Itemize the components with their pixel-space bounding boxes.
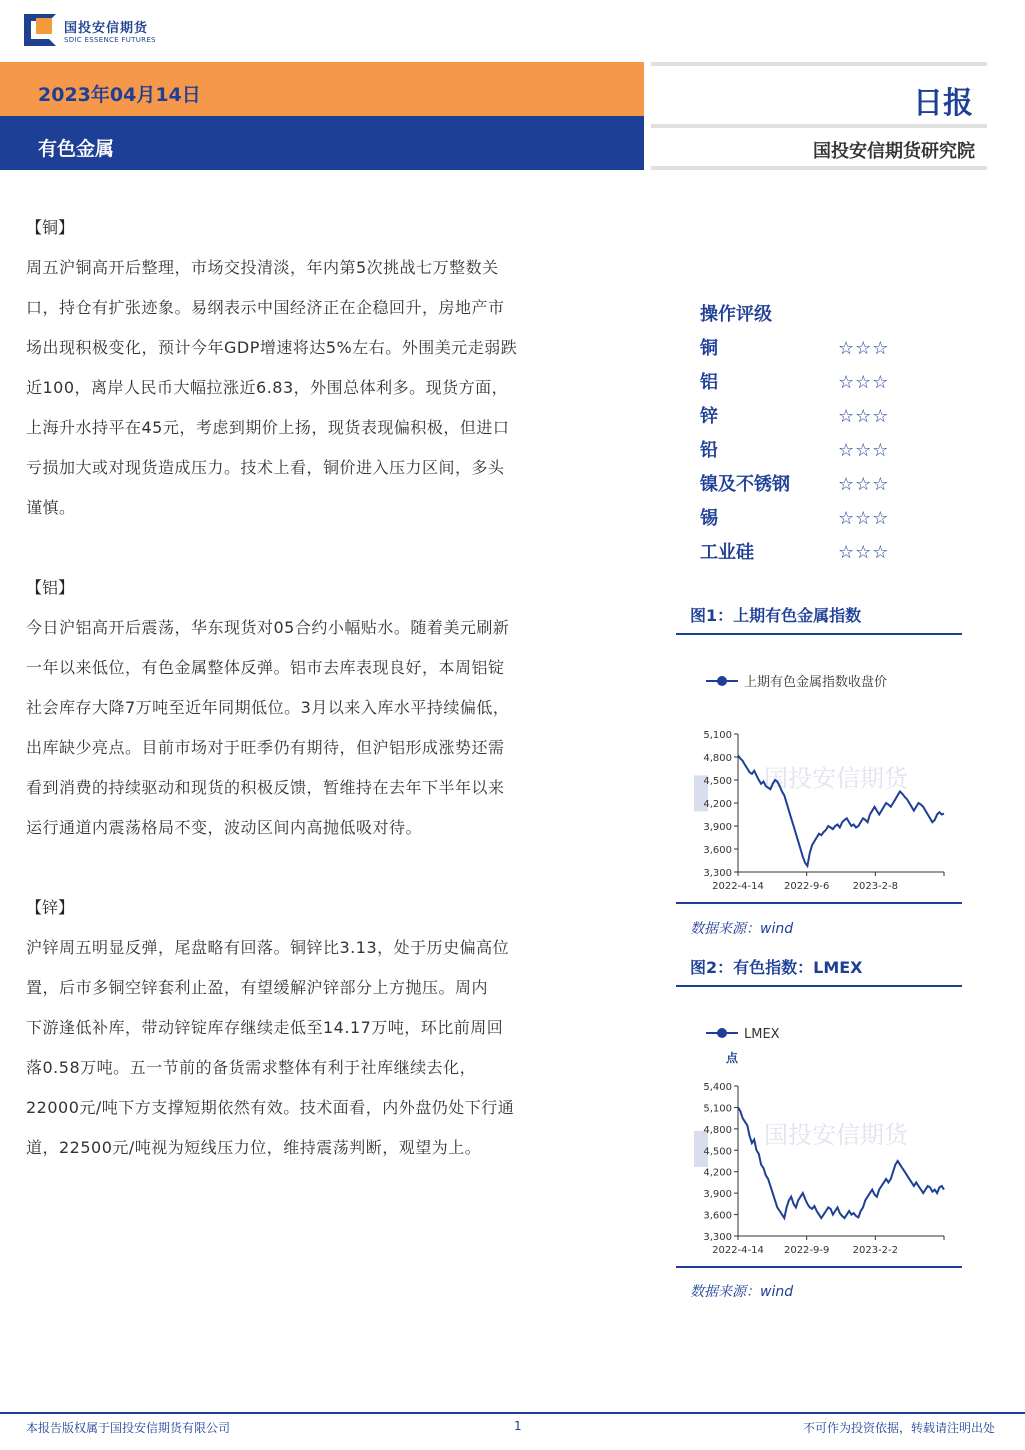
y-tick-label: 5,400 (703, 1082, 732, 1093)
section-line: 今日沪铝高开后震荡，华东现货对05合约小幅贴水。随着美元刷新 (26, 618, 510, 637)
section-zinc (26, 888, 606, 1168)
section-line: 亏损加大或对现货造成压力。技术上看，铜价进入压力区间，多头 (26, 458, 505, 477)
header-divider (651, 62, 987, 66)
y-tick-label: 3,600 (703, 1210, 732, 1222)
chart-1-svg (676, 660, 962, 902)
company-logo (24, 14, 156, 46)
rating-row (700, 366, 960, 400)
star-rating-icon: ☆☆☆ (838, 440, 890, 461)
star-rating-icon: ☆☆☆ (838, 542, 890, 563)
section-line: 谨慎。 (26, 498, 76, 517)
y-tick-label: 4,500 (703, 776, 732, 787)
legend-marker (717, 676, 727, 686)
section-line: 落0.58万吨。五一节前的备货需求整体有利于社库继续去化， (26, 1058, 477, 1077)
section-line: 社会库存大降7万吨至近年同期低位。3月以来入库水平持续偏低， (26, 698, 510, 717)
rating-metal: 铅 (700, 440, 718, 461)
section-copper (26, 208, 606, 528)
rating-metal: 工业硅 (700, 542, 754, 563)
y-tick-label: 3,900 (703, 822, 732, 833)
x-tick-label: 2023-2-2 (852, 1245, 899, 1256)
section-title: 【铜】 (26, 218, 75, 237)
rating-metal: 镍及不锈钢 (700, 474, 790, 495)
figure-rule (676, 902, 962, 904)
y-axis-label: 点 (726, 1051, 739, 1065)
y-tick-label: 5,100 (703, 730, 732, 741)
figure-2-chart (676, 1012, 962, 1266)
y-tick-label: 5,100 (703, 1103, 732, 1115)
y-tick-label: 4,800 (703, 1124, 732, 1136)
logo-mark-icon (24, 14, 56, 46)
rating-metal: 锌 (700, 406, 718, 427)
x-tick-label: 2023-2-8 (852, 881, 899, 892)
section-line: 周五沪铜高开后整理，市场交投清淡，年内第5次挑战七万整数关 (26, 258, 499, 277)
star-rating-icon: ☆☆☆ (838, 508, 890, 529)
y-tick-label: 4,500 (703, 1146, 732, 1158)
rating-metal: 铝 (700, 372, 718, 393)
watermark-text: 国投安信期货 (764, 1121, 908, 1149)
section-line: 出库缺少亮点。目前市场对于旺季仍有期待，但沪铝形成涨势还需 (26, 738, 505, 757)
star-rating-icon: ☆☆☆ (838, 474, 890, 495)
rating-metal: 锡 (700, 508, 718, 529)
legend-label: 上期有色金属指数收盘价 (744, 675, 888, 690)
star-rating-icon: ☆☆☆ (838, 406, 890, 427)
section-line: 口，持仓有扩张迹象。易纲表示中国经济正在企稳回升，房地产市 (26, 298, 505, 317)
y-tick-label: 3,900 (703, 1189, 732, 1201)
rating-row (700, 468, 960, 502)
x-tick-label: 2022-9-9 (783, 1245, 830, 1256)
ratings-title: 操作评级 (700, 304, 772, 325)
header-divider (651, 166, 987, 170)
header-divider (651, 124, 987, 128)
y-tick-label: 4,800 (703, 753, 732, 764)
section-line: 置，后市多铜空锌套利止盈，有望缓解沪锌部分上方抛压。周内 (26, 978, 489, 997)
report-body (26, 208, 606, 1168)
section-line: 近100，离岸人民币大幅拉涨近6.83，外围总体利多。现货方面， (26, 378, 509, 397)
legend-marker (717, 1028, 727, 1038)
report-type: 日报 (913, 86, 973, 121)
figure-2-title: 图2：有色指数：LMEX (690, 958, 863, 977)
section-aluminum (26, 568, 606, 848)
report-sector: 有色金属 (38, 138, 115, 160)
watermark-text: 国投安信期货 (764, 764, 908, 793)
footer-rule (0, 1412, 1025, 1414)
institute-name: 国投安信期货研究院 (813, 141, 975, 162)
legend-label: LMEX (744, 1027, 780, 1042)
y-tick-label: 3,300 (703, 868, 732, 879)
y-tick-label: 4,200 (703, 1167, 732, 1179)
rating-row (700, 434, 960, 468)
x-tick-label: 2022-9-6 (783, 881, 830, 892)
rating-row (700, 536, 960, 570)
y-tick-label: 3,600 (703, 845, 732, 856)
x-tick-label: 2022-4-14 (712, 1245, 764, 1256)
rating-row (700, 332, 960, 366)
figure-1-source: 数据来源：wind (690, 921, 794, 937)
footer-disclaimer: 不可作为投资依据，转载请注明出处 (802, 1421, 995, 1435)
section-line: 下游逢低补库，带动锌锭库存继续走低至14.17万吨，环比前周回 (26, 1018, 504, 1037)
section-line: 道，22500元/吨视为短线压力位，维持震荡判断，观望为上。 (26, 1138, 482, 1157)
chart-2-svg (676, 1012, 962, 1266)
section-line: 上海升水持平在45元，考虑到期价上扬，现货表现偏积极，但进口 (26, 418, 510, 437)
figure-2-source: 数据来源：wind (690, 1284, 794, 1300)
section-line: 22000元/吨下方支撑短期依然有效。技术面看，内外盘仍处下行通 (26, 1098, 515, 1117)
section-line: 场出现积极变化，预计今年GDP增速将达5%左右。外围美元走弱跌 (26, 338, 518, 357)
section-line: 一年以来低位，有色金属整体反弹。铝市去库表现良好，本周铝锭 (26, 658, 505, 677)
logo-name-cn: 国投安信期货 (64, 20, 149, 36)
section-title: 【锌】 (26, 898, 75, 917)
operation-ratings (700, 298, 960, 570)
figure-rule (676, 985, 962, 987)
x-tick-label: 2022-4-14 (712, 881, 764, 892)
rating-row (700, 400, 960, 434)
section-line: 运行通道内震荡格局不变，波动区间内高抛低吸对待。 (26, 818, 423, 837)
figure-1-chart (676, 660, 962, 902)
star-rating-icon: ☆☆☆ (838, 372, 890, 393)
star-rating-icon: ☆☆☆ (838, 338, 890, 359)
rating-metal: 铜 (700, 338, 718, 359)
section-line: 看到消费的持续驱动和现货的积极反馈，暂维持在去年下半年以来 (26, 778, 505, 797)
figure-rule (676, 633, 962, 635)
section-title: 【铝】 (26, 578, 75, 597)
page-number: 1 (514, 1419, 522, 1433)
report-date: 2023年04月14日 (38, 84, 201, 106)
y-tick-label: 4,200 (703, 799, 732, 810)
figure-rule (676, 1266, 962, 1268)
figure-1-title: 图1：上期有色金属指数 (690, 606, 862, 625)
logo-name-en: SDIC ESSENCE FUTURES (64, 35, 156, 44)
section-line: 沪锌周五明显反弹，尾盘略有回落。铜锌比3.13，处于历史偏高位 (26, 938, 510, 957)
y-tick-label: 3,300 (703, 1232, 732, 1243)
rating-row (700, 502, 960, 536)
footer-copyright: 本报告版权属于国投安信期货有限公司 (26, 1421, 231, 1435)
